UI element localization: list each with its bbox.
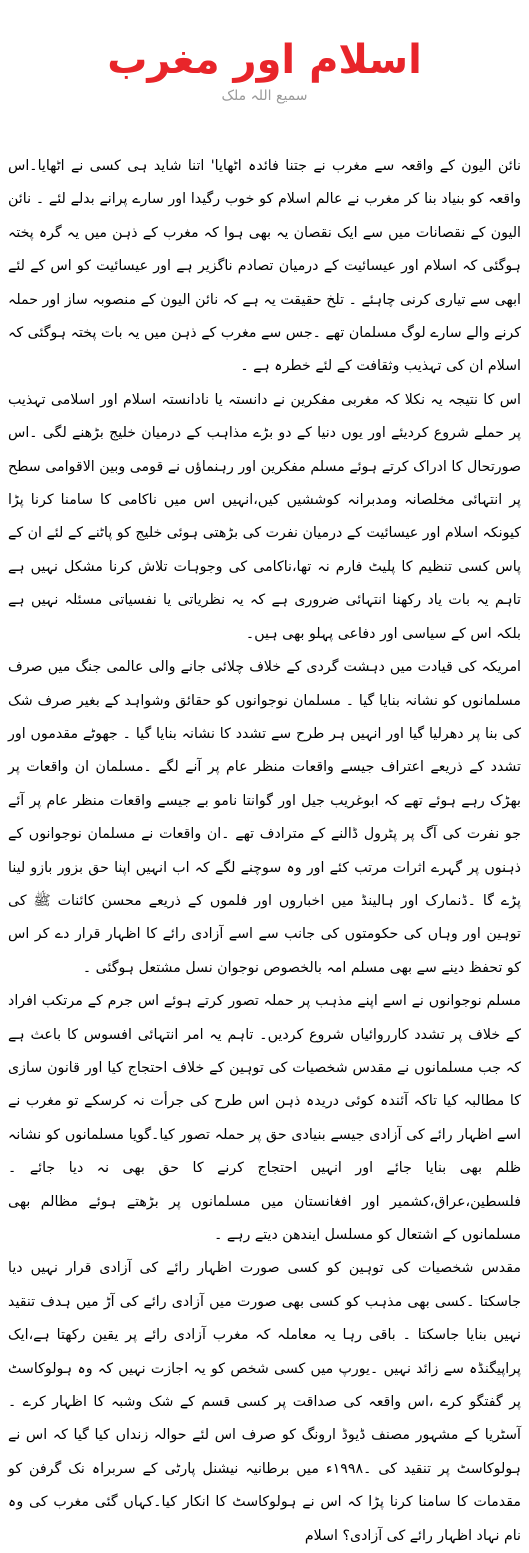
article-paragraph: مقدس شخصیات کی توہین کو کسی صورت اظہار رائے کی آزادی قرار نہیں دیا جاسکتا ۔کسی بھی مذہب کو کسی بھی صورت میں آزادی رائے کی آڑ میں ہدف تنقید نہیں بنایا جاسکتا ۔ باقی رہا یہ معاملہ کہ مغرب آزادی رائے پر یقین رکھتا ہے،ایک پراپیگنڈہ سے زائد نہیں ۔یورپ میں کسی شخص کو یہ اجازت نہیں کہ وہ ہولوکاسٹ پر گفتگو کرے ،اس واقعہ کی صداقت پر کسی قسم کے شک وشبہ کا اظہار کرے ۔ آسٹریا کے مشہور مصنف ڈیوڈ ارونگ کو صرف اس لئے حوالہ زنداں کیا گیا کہ اس نے ہولوکاسٹ پر تنقید کی ۔١٩٩٨ء میں برطانیہ نیشنل پارٹی کے سربراہ نک گرفن کو مقدمات کا سامنا کرنا پڑا کہ اس نے ہولوکاسٹ کا انکار کیا۔کہاں گئی مغرب کی وہ نام نہاد اظہار رائے کی آزادی؟ اسلام [8, 1260, 521, 1544]
article-paragraph: اس کا نتیجہ یہ نکلا کہ مغربی مفکرین نے دانستہ یا نادانستہ اسلام اور اسلامی تہذیب پر حملے شروع کردیئے اور یوں دنیا کے دو بڑے مذاہب کے درمیان خلیج بڑھنے لگی ۔اس صورتحال کا ادراک کرتے ہوئے مسلم مفکرین اور رہنماؤں نے قومی وبین الاقوامی سطح پر انتہائی مخلصانہ ومدبرانہ کوششیں کیں،انہیں اس میں ناکامی کا سامنا کرنا پڑا کیونکہ اسلام اور عیسائیت کے درمیان نفرت کی بڑھتی ہوئی خلیج کو پاٹنے کے لئے ان کے پاس کسی تنظیم کا پلیٹ فارم نہ تھا،ناکامی کی وجوہات تلاش کرنا مشکل نہیں ہے تاہم یہ بات یاد رکھنا انتہائی ضروری ہے کہ یہ نظریاتی یا نفسیاتی مسئلہ نہیں ہے بلکہ اس کے سیاسی اور دفاعی پہلو بھی ہیں۔ [8, 391, 521, 642]
article-author: سمیع اللہ ملک [221, 88, 308, 104]
article-paragraph: نائن الیون کے واقعہ سے مغرب نے جتنا فائدہ اٹھایا' اتنا شاید ہی کسی نے اٹھایا۔اس واقعہ کو بنیاد بنا کر مغرب نے عالم اسلام کو خوب رگیدا اور سارے پرانے بدلے لئے ۔ نائن الیون کے نقصانات میں سے ایک نقصان یہ بھی ہوا کہ مغرب کے ذہن میں یہ گرہ پختہ ہوگئی کہ اسلام اور عیسائیت کے درمیان تصادم ناگزیر ہے اور عیسائیت کو اس کے لئے ابھی سے تیاری کرنی چاہئے ۔ تلخ حقیقت یہ ہے کہ نائن الیون کے منصوبہ ساز اور حملہ کرنے والے سارے لوگ مسلمان تھے ۔جس سے مغرب کے ذہن میں یہ بات پختہ ہوگئی کہ اسلام ان کی تہذیب وثقافت کے لئے خطرہ ہے ۔ [8, 158, 521, 375]
article-paragraph: امریکہ کی قیادت میں دہشت گردی کے خلاف چلائی جانے والی عالمی جنگ میں صرف مسلمانوں کو نشانہ بنایا گیا ۔ مسلمان نوجوانوں کو حقائق وشواہد کے بغیر صرف شک کی بنا پر دھرلیا گیا اور انہیں ہر طرح سے تشدد کا نشانہ بنایا گیا ۔ جھوٹے مقدموں اور تشدد کے ذریعے اعتراف جیسے واقعات منظر عام پر آنے لگے ۔مسلمان ان واقعات پر بھڑک رہے ہوئے تھے کہ ابوغریب جیل اور گوانتا نامو بے جیسے واقعات منظر عام پر آئے جو نفرت کی آگ پر پٹرول ڈالنے کے مترادف تھے ۔ان واقعات نے مسلمان نوجوانوں کے ذہنوں پر گہرے اثرات مرتب کئے اور وہ سوچنے لگے کہ اب انہیں اپنا حق بزور بازو لینا پڑے گا ۔ڈنمارک اور ہالینڈ میں اخباروں اور فلموں کے ذریعے محسن کائنات ﷺ کی توہین اور وہاں کی حکومتوں کی جانب سے اسے آزادی رائے کا اظہار قرار دے کر اس کو تحفظ دینے سے بھی مسلم امہ بالخصوص نوجوان نسل مشتعل ہوگئی ۔ [8, 659, 521, 976]
article-title: اسلام اور مغرب [107, 37, 422, 83]
article-paragraph: مسلم نوجوانوں نے اسے اپنے مذہب پر حملہ تصور کرتے ہوئے اس جرم کے مرتکب افراد کے خلاف پر تشدد کارروائیاں شروع کردیں۔ تاہم یہ امر انتہائی افسوس کا باعث ہے کہ جب مسلمانوں نے مقدس شخصیات کی توہین کے خلاف احتجاج کیا اور قانون سازی کا مطالبہ کیا تاکہ آئندہ کوئی دریدہ ذہن اس طرح کی جرأت نہ کرسکے تو مغرب نے اسے اظہار رائے کی آزادی جیسے بنیادی حق پر حملہ تصور کیا۔گویا مسلمانوں کو نشانہ ظلم بھی بنایا جائے اور انہیں احتجاج کرنے کا حق بھی نہ دیا جائے ۔ فلسطین،عراق،کشمیر اور افغانستان میں مسلمانوں پر بڑھتے ہوئے مظالم بھی مسلمانوں کے اشتعال کو مسلسل ایندھن دیتے رہے ۔ [8, 993, 521, 1243]
article-body [8, 150, 521, 1553]
